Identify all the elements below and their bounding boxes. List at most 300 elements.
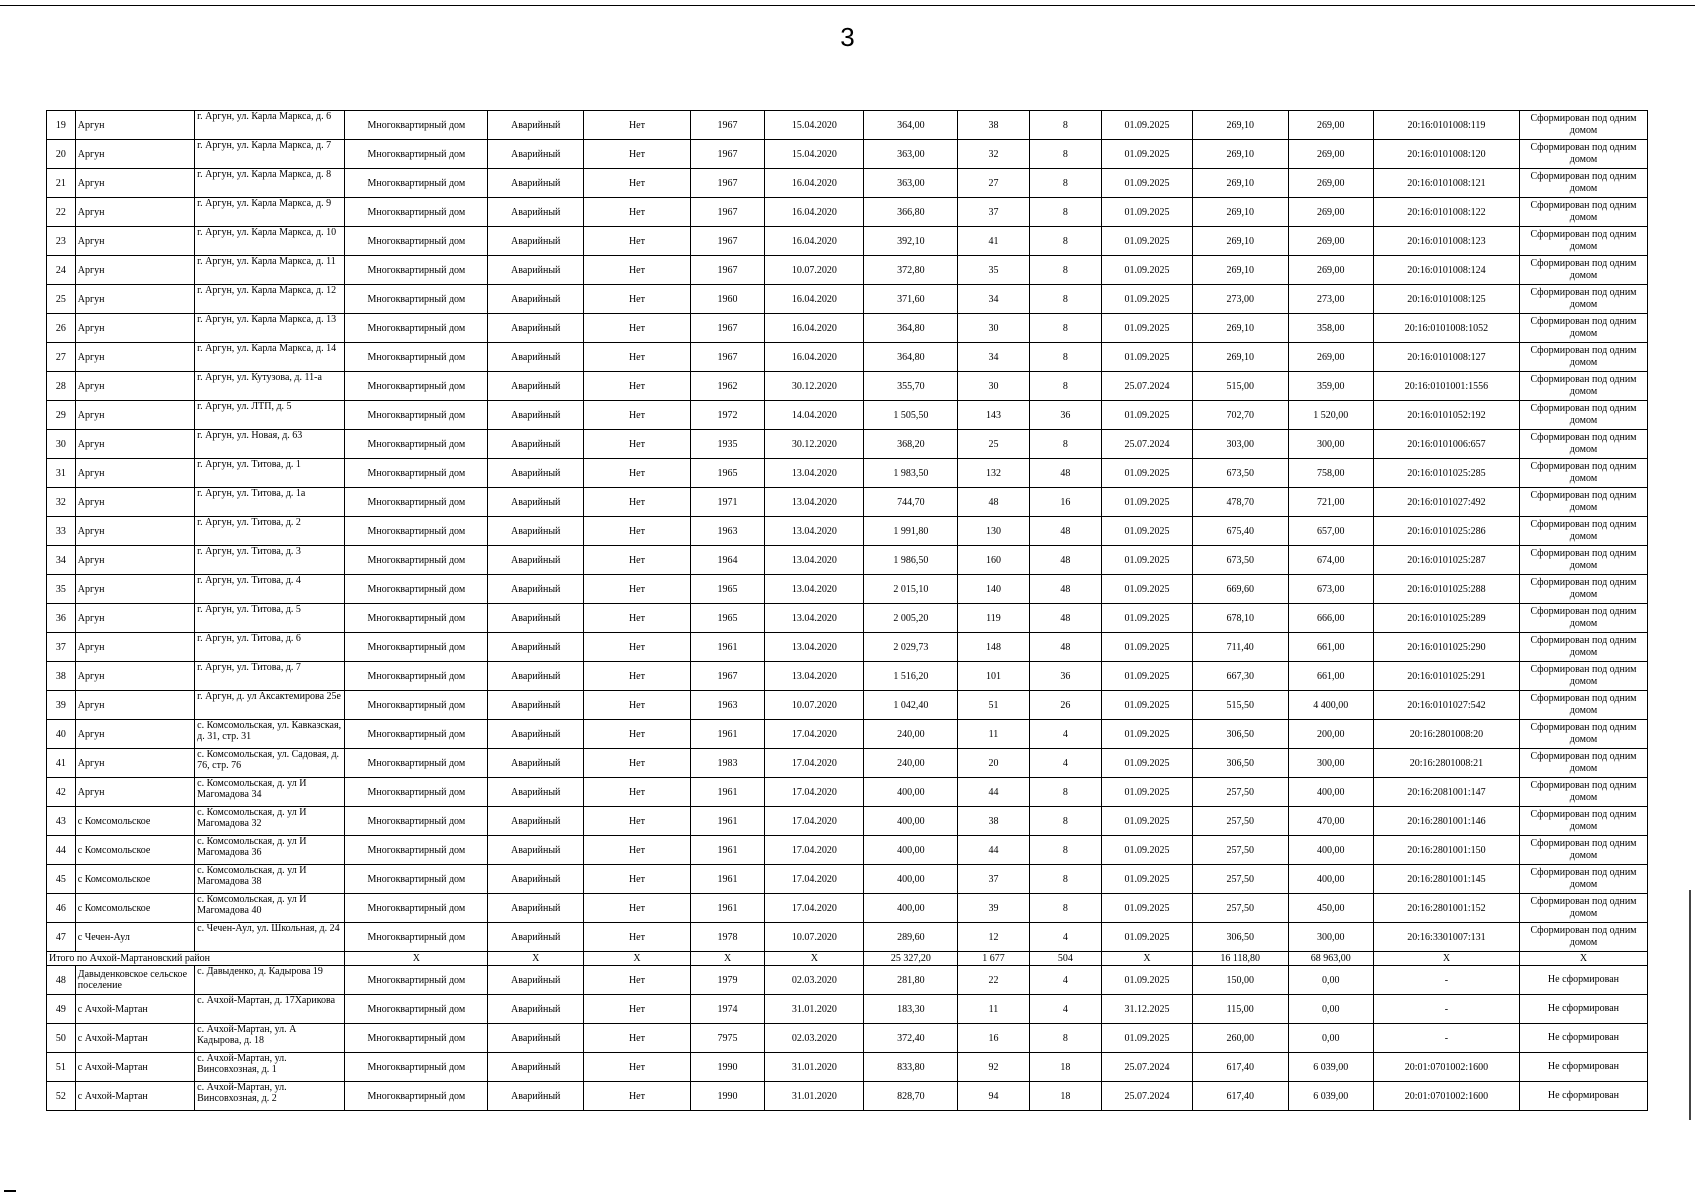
cell-total-area: 289,60 bbox=[864, 923, 958, 952]
cell-year-built: 1967 bbox=[690, 662, 765, 691]
cell-condition: Аварийный bbox=[488, 1024, 584, 1053]
cell-address: г. Аргун, ул. Карла Маркса, д. 6 bbox=[195, 111, 345, 140]
cell-apartments: 8 bbox=[1029, 256, 1101, 285]
cell-year-built: 1967 bbox=[690, 343, 765, 372]
cell-land-status: Сформирован под одним домом bbox=[1519, 459, 1647, 488]
total-row bbox=[47, 952, 1648, 966]
cell-resettlement-date: 25.07.2024 bbox=[1102, 430, 1193, 459]
cell-resettlement-date: 25.07.2024 bbox=[1102, 372, 1193, 401]
cell-address: с. Комсомольская, д. ул И Магомадова 38 bbox=[195, 865, 345, 894]
cell-municipality: Аргун bbox=[75, 169, 194, 198]
cell-address: с. Чечен-Аул, ул. Школьная, д. 24 bbox=[195, 923, 345, 952]
cell-residents: 38 bbox=[958, 807, 1029, 836]
cell-recognition-date: 16.04.2020 bbox=[765, 198, 864, 227]
cell-land-area-b: 673,00 bbox=[1288, 575, 1373, 604]
table-row bbox=[47, 343, 1648, 372]
cell-row-number: 47 bbox=[47, 923, 76, 952]
cell-residents: 34 bbox=[958, 343, 1029, 372]
cell-year-built: 1961 bbox=[690, 836, 765, 865]
cell-building-type: Многоквартирный дом bbox=[345, 691, 488, 720]
cell-apartments: 8 bbox=[1029, 894, 1101, 923]
total-cell: X bbox=[1102, 952, 1193, 966]
cell-land-area-a: 675,40 bbox=[1192, 517, 1288, 546]
cell-cadastral-number: 20:16:0101052:192 bbox=[1373, 401, 1519, 430]
cell-address: г. Аргун, ул. Карла Маркса, д. 10 bbox=[195, 227, 345, 256]
cell-flag: Нет bbox=[584, 517, 691, 546]
cell-land-status: Сформирован под одним домом bbox=[1519, 140, 1647, 169]
cell-residents: 39 bbox=[958, 894, 1029, 923]
cell-resettlement-date: 25.07.2024 bbox=[1102, 1082, 1193, 1111]
cell-address: г. Аргун, ул. Карла Маркса, д. 8 bbox=[195, 169, 345, 198]
cell-municipality: Аргун bbox=[75, 140, 194, 169]
total-cell: 25 327,20 bbox=[864, 952, 958, 966]
cell-recognition-date: 16.04.2020 bbox=[765, 169, 864, 198]
cell-condition: Аварийный bbox=[488, 343, 584, 372]
cell-flag: Нет bbox=[584, 995, 691, 1024]
cell-municipality: Аргун bbox=[75, 459, 194, 488]
cell-resettlement-date: 31.12.2025 bbox=[1102, 995, 1193, 1024]
cell-address: г. Аргун, ул. Титова, д. 6 bbox=[195, 633, 345, 662]
cell-cadastral-number: 20:16:0101008:125 bbox=[1373, 285, 1519, 314]
cell-total-area: 363,00 bbox=[864, 169, 958, 198]
cell-row-number: 33 bbox=[47, 517, 76, 546]
table-row bbox=[47, 749, 1648, 778]
cell-residents: 148 bbox=[958, 633, 1029, 662]
cell-row-number: 36 bbox=[47, 604, 76, 633]
cell-land-area-a: 269,10 bbox=[1192, 198, 1288, 227]
cell-municipality: Аргун bbox=[75, 488, 194, 517]
cell-land-area-b: 400,00 bbox=[1288, 778, 1373, 807]
cell-building-type: Многоквартирный дом bbox=[345, 1024, 488, 1053]
cell-apartments: 8 bbox=[1029, 111, 1101, 140]
cell-flag: Нет bbox=[584, 546, 691, 575]
cell-land-area-a: 673,50 bbox=[1192, 546, 1288, 575]
cell-year-built: 1967 bbox=[690, 227, 765, 256]
cell-row-number: 40 bbox=[47, 720, 76, 749]
cell-recognition-date: 13.04.2020 bbox=[765, 488, 864, 517]
cell-resettlement-date: 01.09.2025 bbox=[1102, 966, 1193, 995]
cell-row-number: 19 bbox=[47, 111, 76, 140]
table-row bbox=[47, 140, 1648, 169]
cell-total-area: 392,10 bbox=[864, 227, 958, 256]
cell-cadastral-number: 20:16:2801001:150 bbox=[1373, 836, 1519, 865]
table-row bbox=[47, 169, 1648, 198]
cell-building-type: Многоквартирный дом bbox=[345, 459, 488, 488]
cell-building-type: Многоквартирный дом bbox=[345, 1082, 488, 1111]
cell-residents: 140 bbox=[958, 575, 1029, 604]
cell-row-number: 26 bbox=[47, 314, 76, 343]
cell-resettlement-date: 01.09.2025 bbox=[1102, 575, 1193, 604]
cell-recognition-date: 17.04.2020 bbox=[765, 894, 864, 923]
cell-cadastral-number: - bbox=[1373, 966, 1519, 995]
cell-land-area-b: 661,00 bbox=[1288, 633, 1373, 662]
cell-address: с. Комсомольская, д. ул И Магомадова 36 bbox=[195, 836, 345, 865]
cell-cadastral-number: 20:16:2801008:21 bbox=[1373, 749, 1519, 778]
cell-building-type: Многоквартирный дом bbox=[345, 966, 488, 995]
cell-recognition-date: 13.04.2020 bbox=[765, 575, 864, 604]
cell-recognition-date: 15.04.2020 bbox=[765, 140, 864, 169]
cell-recognition-date: 02.03.2020 bbox=[765, 966, 864, 995]
table-row bbox=[47, 459, 1648, 488]
cell-land-status: Сформирован под одним домом bbox=[1519, 198, 1647, 227]
total-cell: X bbox=[345, 952, 488, 966]
cell-total-area: 744,70 bbox=[864, 488, 958, 517]
cell-address: с. Комсомольская, д. ул И Магомадова 34 bbox=[195, 778, 345, 807]
cell-resettlement-date: 01.09.2025 bbox=[1102, 604, 1193, 633]
table-row bbox=[47, 401, 1648, 430]
cell-municipality: с Ачхой-Мартан bbox=[75, 995, 194, 1024]
cell-resettlement-date: 01.09.2025 bbox=[1102, 459, 1193, 488]
cell-municipality: Аргун bbox=[75, 778, 194, 807]
cell-municipality: с Ачхой-Мартан bbox=[75, 1053, 194, 1082]
table-row bbox=[47, 865, 1648, 894]
cell-cadastral-number: 20:16:0101008:127 bbox=[1373, 343, 1519, 372]
cell-municipality: с Ачхой-Мартан bbox=[75, 1024, 194, 1053]
cell-residents: 30 bbox=[958, 372, 1029, 401]
cell-municipality: Аргун bbox=[75, 691, 194, 720]
cell-residents: 132 bbox=[958, 459, 1029, 488]
housing-registry-table bbox=[46, 110, 1648, 1111]
cell-condition: Аварийный bbox=[488, 995, 584, 1024]
cell-row-number: 30 bbox=[47, 430, 76, 459]
cell-land-area-a: 673,50 bbox=[1192, 459, 1288, 488]
cell-year-built: 1961 bbox=[690, 720, 765, 749]
cell-cadastral-number: 20:16:0101025:287 bbox=[1373, 546, 1519, 575]
cell-apartments: 8 bbox=[1029, 372, 1101, 401]
cell-condition: Аварийный bbox=[488, 198, 584, 227]
cell-resettlement-date: 01.09.2025 bbox=[1102, 488, 1193, 517]
cell-recognition-date: 17.04.2020 bbox=[765, 749, 864, 778]
cell-land-status: Сформирован под одним домом bbox=[1519, 894, 1647, 923]
cell-land-status: Сформирован под одним домом bbox=[1519, 633, 1647, 662]
cell-land-area-a: 269,10 bbox=[1192, 314, 1288, 343]
cell-condition: Аварийный bbox=[488, 966, 584, 995]
cell-total-area: 2 029,73 bbox=[864, 633, 958, 662]
cell-land-area-a: 306,50 bbox=[1192, 720, 1288, 749]
cell-land-area-a: 260,00 bbox=[1192, 1024, 1288, 1053]
cell-land-status: Сформирован под одним домом bbox=[1519, 256, 1647, 285]
cell-land-area-a: 150,00 bbox=[1192, 966, 1288, 995]
cell-row-number: 32 bbox=[47, 488, 76, 517]
cell-row-number: 25 bbox=[47, 285, 76, 314]
cell-resettlement-date: 01.09.2025 bbox=[1102, 343, 1193, 372]
cell-land-area-b: 0,00 bbox=[1288, 995, 1373, 1024]
cell-building-type: Многоквартирный дом bbox=[345, 546, 488, 575]
cell-address: с. Комсомольская, ул. Садовая, д. 76, стр. 76 bbox=[195, 749, 345, 778]
cell-apartments: 48 bbox=[1029, 517, 1101, 546]
cell-land-area-a: 257,50 bbox=[1192, 778, 1288, 807]
cell-year-built: 1961 bbox=[690, 865, 765, 894]
cell-address: г. Аргун, ул. Новая, д. 63 bbox=[195, 430, 345, 459]
cell-recognition-date: 31.01.2020 bbox=[765, 1053, 864, 1082]
cell-year-built: 1935 bbox=[690, 430, 765, 459]
cell-residents: 11 bbox=[958, 720, 1029, 749]
cell-total-area: 400,00 bbox=[864, 865, 958, 894]
cell-condition: Аварийный bbox=[488, 894, 584, 923]
cell-flag: Нет bbox=[584, 691, 691, 720]
cell-address: г. Аргун, ул. Карла Маркса, д. 14 bbox=[195, 343, 345, 372]
cell-land-area-b: 1 520,00 bbox=[1288, 401, 1373, 430]
table-row bbox=[47, 995, 1648, 1024]
cell-land-area-b: 674,00 bbox=[1288, 546, 1373, 575]
cell-residents: 101 bbox=[958, 662, 1029, 691]
cell-recognition-date: 13.04.2020 bbox=[765, 546, 864, 575]
cell-land-status: Сформирован под одним домом bbox=[1519, 865, 1647, 894]
cell-year-built: 1967 bbox=[690, 111, 765, 140]
cell-apartments: 48 bbox=[1029, 459, 1101, 488]
cell-address: с. Ачхой-Мартан, ул. Винсовхозная, д. 1 bbox=[195, 1053, 345, 1082]
cell-municipality: Аргун bbox=[75, 285, 194, 314]
cell-recognition-date: 13.04.2020 bbox=[765, 459, 864, 488]
cell-land-area-b: 358,00 bbox=[1288, 314, 1373, 343]
cell-row-number: 45 bbox=[47, 865, 76, 894]
cell-recognition-date: 17.04.2020 bbox=[765, 807, 864, 836]
cell-cadastral-number: 20:16:0101025:289 bbox=[1373, 604, 1519, 633]
cell-recognition-date: 31.01.2020 bbox=[765, 1082, 864, 1111]
cell-residents: 37 bbox=[958, 198, 1029, 227]
cell-apartments: 8 bbox=[1029, 314, 1101, 343]
cell-building-type: Многоквартирный дом bbox=[345, 227, 488, 256]
cell-residents: 37 bbox=[958, 865, 1029, 894]
cell-apartments: 48 bbox=[1029, 575, 1101, 604]
cell-residents: 32 bbox=[958, 140, 1029, 169]
cell-total-area: 828,70 bbox=[864, 1082, 958, 1111]
cell-land-area-a: 515,50 bbox=[1192, 691, 1288, 720]
cell-land-area-a: 269,10 bbox=[1192, 256, 1288, 285]
cell-total-area: 1 516,20 bbox=[864, 662, 958, 691]
cell-recognition-date: 14.04.2020 bbox=[765, 401, 864, 430]
cell-land-area-a: 702,70 bbox=[1192, 401, 1288, 430]
cell-recognition-date: 16.04.2020 bbox=[765, 227, 864, 256]
cell-condition: Аварийный bbox=[488, 430, 584, 459]
total-cell: X bbox=[488, 952, 584, 966]
cell-land-area-a: 257,50 bbox=[1192, 894, 1288, 923]
cell-land-status: Сформирован под одним домом bbox=[1519, 807, 1647, 836]
cell-land-area-a: 273,00 bbox=[1192, 285, 1288, 314]
cell-recognition-date: 10.07.2020 bbox=[765, 256, 864, 285]
cell-land-area-a: 711,40 bbox=[1192, 633, 1288, 662]
cell-cadastral-number: 20:16:0101025:291 bbox=[1373, 662, 1519, 691]
cell-building-type: Многоквартирный дом bbox=[345, 401, 488, 430]
table-row bbox=[47, 894, 1648, 923]
cell-condition: Аварийный bbox=[488, 633, 584, 662]
rows-before-total bbox=[47, 111, 1648, 952]
cell-condition: Аварийный bbox=[488, 865, 584, 894]
cell-apartments: 8 bbox=[1029, 140, 1101, 169]
table-row bbox=[47, 430, 1648, 459]
cell-cadastral-number: 20:16:0101008:1052 bbox=[1373, 314, 1519, 343]
cell-resettlement-date: 01.09.2025 bbox=[1102, 923, 1193, 952]
table-row bbox=[47, 966, 1648, 995]
cell-flag: Нет bbox=[584, 459, 691, 488]
table-row bbox=[47, 372, 1648, 401]
cell-address: г. Аргун, ул. Карла Маркса, д. 7 bbox=[195, 140, 345, 169]
cell-building-type: Многоквартирный дом bbox=[345, 517, 488, 546]
cell-total-area: 364,00 bbox=[864, 111, 958, 140]
cell-resettlement-date: 01.09.2025 bbox=[1102, 1024, 1193, 1053]
cell-cadastral-number: - bbox=[1373, 1024, 1519, 1053]
cell-address: с. Комсомольская, д. ул И Магомадова 32 bbox=[195, 807, 345, 836]
cell-year-built: 1967 bbox=[690, 256, 765, 285]
cell-row-number: 52 bbox=[47, 1082, 76, 1111]
cell-address: г. Аргун, ул. Кутузова, д. 11-а bbox=[195, 372, 345, 401]
cell-cadastral-number: 20:16:0101008:122 bbox=[1373, 198, 1519, 227]
cell-flag: Нет bbox=[584, 430, 691, 459]
cell-flag: Нет bbox=[584, 894, 691, 923]
cell-total-area: 400,00 bbox=[864, 894, 958, 923]
cell-condition: Аварийный bbox=[488, 604, 584, 633]
cell-flag: Нет bbox=[584, 604, 691, 633]
cell-row-number: 39 bbox=[47, 691, 76, 720]
cell-land-status: Не сформирован bbox=[1519, 995, 1647, 1024]
cell-total-area: 1 042,40 bbox=[864, 691, 958, 720]
cell-residents: 38 bbox=[958, 111, 1029, 140]
cell-resettlement-date: 01.09.2025 bbox=[1102, 778, 1193, 807]
cell-building-type: Многоквартирный дом bbox=[345, 778, 488, 807]
cell-cadastral-number: 20:16:0101008:124 bbox=[1373, 256, 1519, 285]
table-row bbox=[47, 111, 1648, 140]
cell-address: с. Комсомольская, ул. Кавказская, д. 31, стр. 31 bbox=[195, 720, 345, 749]
table-row bbox=[47, 314, 1648, 343]
cell-address: г. Аргун, ул. ЛТП, д. 5 bbox=[195, 401, 345, 430]
table-row bbox=[47, 1082, 1648, 1111]
cell-condition: Аварийный bbox=[488, 691, 584, 720]
cell-flag: Нет bbox=[584, 488, 691, 517]
cell-apartments: 4 bbox=[1029, 966, 1101, 995]
table-row bbox=[47, 923, 1648, 952]
cell-residents: 16 bbox=[958, 1024, 1029, 1053]
cell-resettlement-date: 01.09.2025 bbox=[1102, 894, 1193, 923]
cell-condition: Аварийный bbox=[488, 1053, 584, 1082]
cell-building-type: Многоквартирный дом bbox=[345, 343, 488, 372]
cell-municipality: Аргун bbox=[75, 256, 194, 285]
cell-municipality: с Чечен-Аул bbox=[75, 923, 194, 952]
cell-condition: Аварийный bbox=[488, 778, 584, 807]
cell-land-area-b: 269,00 bbox=[1288, 343, 1373, 372]
cell-apartments: 8 bbox=[1029, 1024, 1101, 1053]
cell-cadastral-number: 20:01:0701002:1600 bbox=[1373, 1082, 1519, 1111]
cell-residents: 11 bbox=[958, 995, 1029, 1024]
cell-resettlement-date: 01.09.2025 bbox=[1102, 401, 1193, 430]
cell-land-area-b: 470,00 bbox=[1288, 807, 1373, 836]
table-row bbox=[47, 1024, 1648, 1053]
cell-land-area-a: 269,10 bbox=[1192, 343, 1288, 372]
total-cell: 68 963,00 bbox=[1288, 952, 1373, 966]
cell-land-status: Сформирован под одним домом bbox=[1519, 517, 1647, 546]
cell-building-type: Многоквартирный дом bbox=[345, 314, 488, 343]
cell-total-area: 1 991,80 bbox=[864, 517, 958, 546]
cell-flag: Нет bbox=[584, 169, 691, 198]
cell-year-built: 1965 bbox=[690, 604, 765, 633]
cell-condition: Аварийный bbox=[488, 662, 584, 691]
cell-recognition-date: 17.04.2020 bbox=[765, 720, 864, 749]
cell-apartments: 8 bbox=[1029, 169, 1101, 198]
cell-municipality: Аргун bbox=[75, 343, 194, 372]
cell-year-built: 1983 bbox=[690, 749, 765, 778]
cell-flag: Нет bbox=[584, 720, 691, 749]
cell-municipality: с Комсомольское bbox=[75, 865, 194, 894]
cell-address: г. Аргун, ул. Титова, д. 4 bbox=[195, 575, 345, 604]
cell-apartments: 26 bbox=[1029, 691, 1101, 720]
cell-row-number: 21 bbox=[47, 169, 76, 198]
cell-row-number: 50 bbox=[47, 1024, 76, 1053]
cell-total-area: 2 005,20 bbox=[864, 604, 958, 633]
cell-year-built: 1961 bbox=[690, 807, 765, 836]
cell-residents: 22 bbox=[958, 966, 1029, 995]
cell-total-area: 240,00 bbox=[864, 720, 958, 749]
cell-land-area-b: 0,00 bbox=[1288, 1024, 1373, 1053]
cell-apartments: 8 bbox=[1029, 285, 1101, 314]
cell-land-area-a: 269,10 bbox=[1192, 169, 1288, 198]
cell-total-area: 364,80 bbox=[864, 343, 958, 372]
cell-total-area: 364,80 bbox=[864, 314, 958, 343]
cell-land-area-b: 6 039,00 bbox=[1288, 1053, 1373, 1082]
cell-land-area-b: 273,00 bbox=[1288, 285, 1373, 314]
cell-year-built: 1967 bbox=[690, 140, 765, 169]
cell-condition: Аварийный bbox=[488, 836, 584, 865]
cell-land-status: Сформирован под одним домом bbox=[1519, 343, 1647, 372]
cell-recognition-date: 13.04.2020 bbox=[765, 633, 864, 662]
cell-row-number: 29 bbox=[47, 401, 76, 430]
cell-building-type: Многоквартирный дом bbox=[345, 720, 488, 749]
cell-land-status: Сформирован под одним домом bbox=[1519, 111, 1647, 140]
table-row bbox=[47, 285, 1648, 314]
cell-building-type: Многоквартирный дом bbox=[345, 633, 488, 662]
cell-apartments: 48 bbox=[1029, 604, 1101, 633]
cell-municipality: Давыденковское сельское поселение bbox=[75, 966, 194, 995]
cell-flag: Нет bbox=[584, 966, 691, 995]
cell-land-area-b: 300,00 bbox=[1288, 923, 1373, 952]
cell-residents: 44 bbox=[958, 778, 1029, 807]
cell-condition: Аварийный bbox=[488, 749, 584, 778]
total-label: Итого по Ачхой-Мартановский район bbox=[47, 952, 345, 966]
cell-year-built: 1963 bbox=[690, 691, 765, 720]
cell-cadastral-number: 20:16:0101006:657 bbox=[1373, 430, 1519, 459]
cell-cadastral-number: 20:16:2801001:146 bbox=[1373, 807, 1519, 836]
cell-apartments: 48 bbox=[1029, 633, 1101, 662]
cell-total-area: 1 986,50 bbox=[864, 546, 958, 575]
cell-condition: Аварийный bbox=[488, 1082, 584, 1111]
cell-land-area-b: 400,00 bbox=[1288, 865, 1373, 894]
cell-cadastral-number: 20:16:0101008:119 bbox=[1373, 111, 1519, 140]
cell-year-built: 1961 bbox=[690, 633, 765, 662]
cell-address: г. Аргун, ул. Карла Маркса, д. 11 bbox=[195, 256, 345, 285]
cell-condition: Аварийный bbox=[488, 923, 584, 952]
cell-recognition-date: 10.07.2020 bbox=[765, 923, 864, 952]
cell-flag: Нет bbox=[584, 1082, 691, 1111]
cell-flag: Нет bbox=[584, 1053, 691, 1082]
cell-land-status: Сформирован под одним домом bbox=[1519, 227, 1647, 256]
cell-address: г. Аргун, ул. Титова, д. 7 bbox=[195, 662, 345, 691]
cell-land-area-a: 617,40 bbox=[1192, 1082, 1288, 1111]
cell-land-status: Сформирован под одним домом bbox=[1519, 604, 1647, 633]
cell-cadastral-number: 20:16:0101008:120 bbox=[1373, 140, 1519, 169]
cell-resettlement-date: 01.09.2025 bbox=[1102, 691, 1193, 720]
cell-cadastral-number: 20:16:2801001:145 bbox=[1373, 865, 1519, 894]
cell-land-status: Сформирован под одним домом bbox=[1519, 923, 1647, 952]
cell-municipality: Аргун bbox=[75, 633, 194, 662]
cell-apartments: 8 bbox=[1029, 836, 1101, 865]
cell-residents: 12 bbox=[958, 923, 1029, 952]
cell-land-area-a: 269,10 bbox=[1192, 227, 1288, 256]
cell-resettlement-date: 25.07.2024 bbox=[1102, 1053, 1193, 1082]
cell-recognition-date: 15.04.2020 bbox=[765, 111, 864, 140]
cell-land-area-b: 269,00 bbox=[1288, 198, 1373, 227]
cell-condition: Аварийный bbox=[488, 459, 584, 488]
cell-condition: Аварийный bbox=[488, 575, 584, 604]
cell-residents: 20 bbox=[958, 749, 1029, 778]
cell-apartments: 8 bbox=[1029, 198, 1101, 227]
